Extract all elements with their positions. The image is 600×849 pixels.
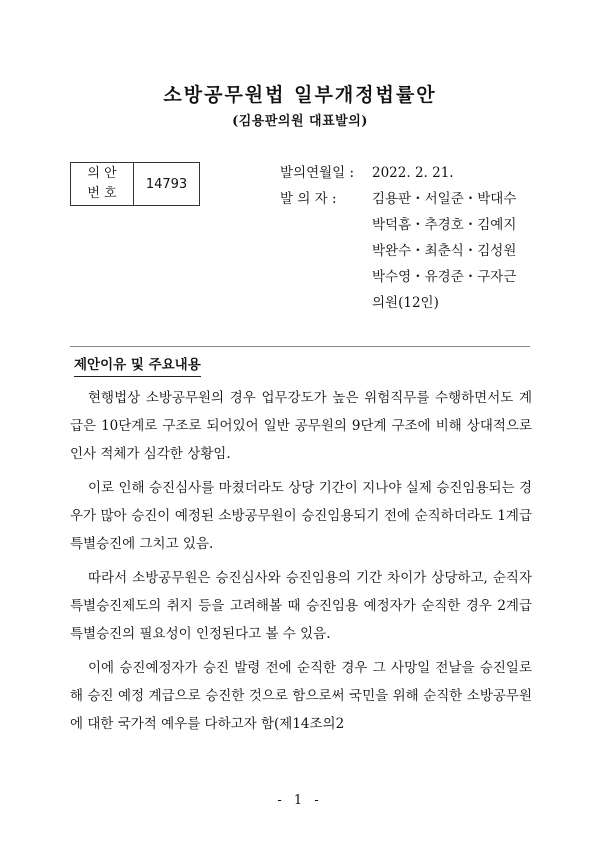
- sponsor-line: 박수영・유경준・구자근: [372, 269, 517, 285]
- section-divider: [70, 346, 530, 347]
- page-number: - 1 -: [277, 793, 323, 808]
- sponsor-line: 박완수・최춘식・김성원: [372, 243, 517, 259]
- sponsor-line: 박덕흠・추경호・김예지: [372, 217, 517, 233]
- sponsor-label: 발 의 자 :: [280, 191, 337, 207]
- bill-meta: [280, 160, 516, 316]
- sponsor-line: 김용판・서일준・박대수: [372, 191, 517, 207]
- body-paragraph: 따라서 소방공무원은 승진심사와 승진임용의 기간 차이가 상당하고, 순직자 특별승진제도의 취지 등을 고려해볼 때 승진임용 예정자가 순직한 경우 2계급 특별승진의 필요성이 인정된다고 볼 수 있음.: [70, 570, 532, 642]
- body-paragraph: 현행법상 소방공무원의 경우 업무강도가 높은 위험직무를 수행하면서도 계급은 10단계로 구조로 되어있어 일반 공무원의 9단계 구조에 비해 상대적으로 인사 적체가 심각한 상황임.: [70, 390, 532, 462]
- bill-number-value: 14793: [134, 163, 200, 206]
- bill-number-label: [71, 163, 134, 206]
- section-heading: 제안이유 및 주요내용: [74, 353, 201, 377]
- sponsor-line: 의원(12인): [372, 295, 439, 311]
- body-paragraph: 이로 인해 승진심사를 마쳤더라도 상당 기간이 지나야 실제 승진임용되는 경우가 많아 승진이 예정된 소방공무원이 승진임용되기 전에 순직하더라도 1계급 특별승진에 그치고 있음.: [70, 480, 532, 552]
- sponsor-row: [280, 186, 516, 212]
- bill-number-label-line2: 번 호: [87, 186, 117, 201]
- proposal-date-label: 발의연월일 :: [280, 165, 355, 181]
- proposal-body: [70, 384, 532, 744]
- body-paragraph: 이에 승진예정자가 승진 발령 전에 순직한 경우 그 사망일 전날을 승진일로 해 승진 예정 계급으로 승진한 것으로 함으로써 국민을 위해 순직한 소방공무원에 대한 국가적 예우를 다하고자 함(제14조의2: [70, 660, 532, 732]
- bill-title: 소방공무원법 일부개정법률안: [163, 84, 437, 106]
- bill-number-label-line1: 의 안: [87, 166, 117, 181]
- bill-subtitle: (김용판의원 대표발의): [232, 114, 368, 129]
- proposal-date-row: [280, 160, 516, 186]
- bill-number-box: [70, 162, 200, 206]
- proposal-date-value: 2022. 2. 21.: [372, 165, 454, 181]
